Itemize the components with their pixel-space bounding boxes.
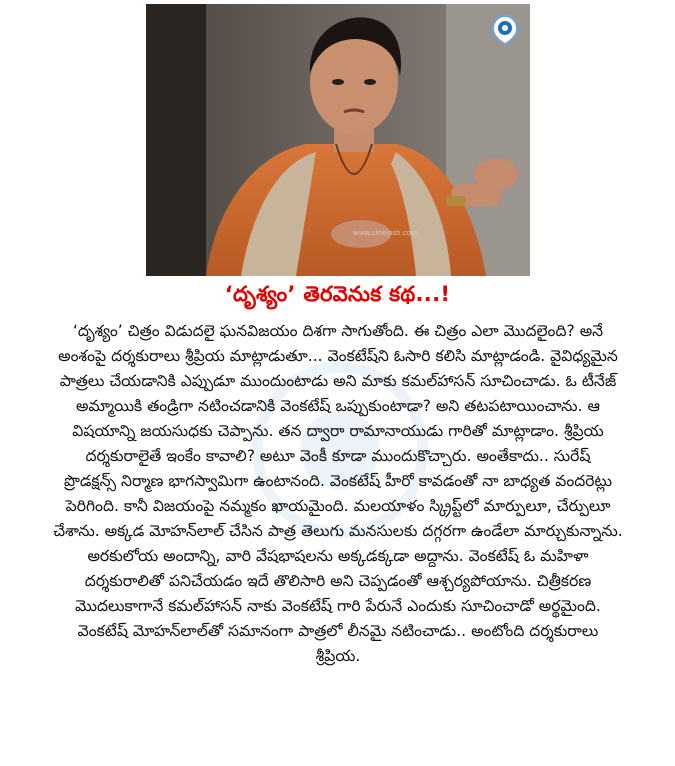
image-watermark: www.cinejosh.com [353,229,418,237]
article-photo [146,4,530,276]
article-body-line: దర్శకురాలితో పనిచేయడం ఇదే తొలిసారి అని చెప్పడంతో ఆశ్చర్యపోయాను. చిత్రీకరణ [84,572,592,590]
article-body-line: మొదలుకాగానే కమల్‌హాసన్ నాకు వెంకటేష్ గారి పేరునే ఎందుకు సూచించాడో అర్థమైంది. [75,597,601,615]
article-body-line: వెంకటేష్ మోహన్‌లాల్‌తో సమానంగా పాత్రలో లీనమై నటించాడు.. అంటోంది దర్శకురాలు [77,622,599,640]
article-body-line: పెరిగింది. కానీ విజయంపై నమ్మకం ఖాయమైంది. మలయాళం స్క్రిప్ట్‌లో మార్పులూ, చేర్పులూ [65,497,611,515]
article-body-line: దర్శకురాలైతే ఇంకేం కావాలి? అటూ వెంకీ కూడా ముందుకొచ్చారు. అంతేకాదు.. సురేష్ [85,447,591,465]
article-body-line: శ్రీప్రియ. [315,647,361,665]
article-body-line: ‘దృశ్యం’ చిత్రం విడుదలై ఘనవిజయం దిశగా సాగుతోంది. ఈ చిత్రం ఎలా మొదలైంది? అనే [72,322,604,340]
article-body-line: ప్రొడక్షన్స్ నిర్మాణ భాగస్వామిగా ఉంటానంది. వెంకటేష్ హీరో కావడంతో నా బాధ్యత వందరెట్లు [64,472,612,490]
article-body-line: అరకులోయ అందాన్ని, వారి వేషభాషలను అక్కడక్కడా అద్దాను. వెంకటేష్ ఓ మహిళా [87,547,589,565]
article-body-line: అంశంపై దర్శకురాలు శ్రీప్రియ మాట్లాడుతూ... వెంకటేష్‌ని ఓసారి కలిసి మాట్లాడండి. వైవిధ్యమైన [58,347,618,365]
article-body-line: పాత్రలు చేయడానికి ఎప్పుడూ ముందుంటాడు అని మాకు కమల్‌హాసన్ సూచించాడు. ఓ టీనేజ్ [59,372,617,390]
site-logo-icon [490,14,520,46]
article-headline: ‘దృశ్యం’ తెరవెనుక కథ...! [224,282,451,306]
article-body-line: చేశాను. అక్కడ మోహన్‌లాల్ చేసిన పాత్ర తెలుగు మనసులకు దగ్గరగా ఉండేలా మార్చుకున్నాను. [53,522,623,540]
article-body-line: అమ్మాయికి తండ్రిగా నటించడానికి వెంకటేష్ ఒప్పుకుంటాడా? అని తటపటాయించాను. ఆ [76,397,600,415]
article-photo-illustration [146,4,530,276]
article-body [28,319,648,669]
article-body-line: విషయాన్ని జయసుధకు చెప్పాను. తన ద్వారా రామానాయుడు గారితో మాట్లాడాం. శ్రీప్రియ [72,422,604,440]
